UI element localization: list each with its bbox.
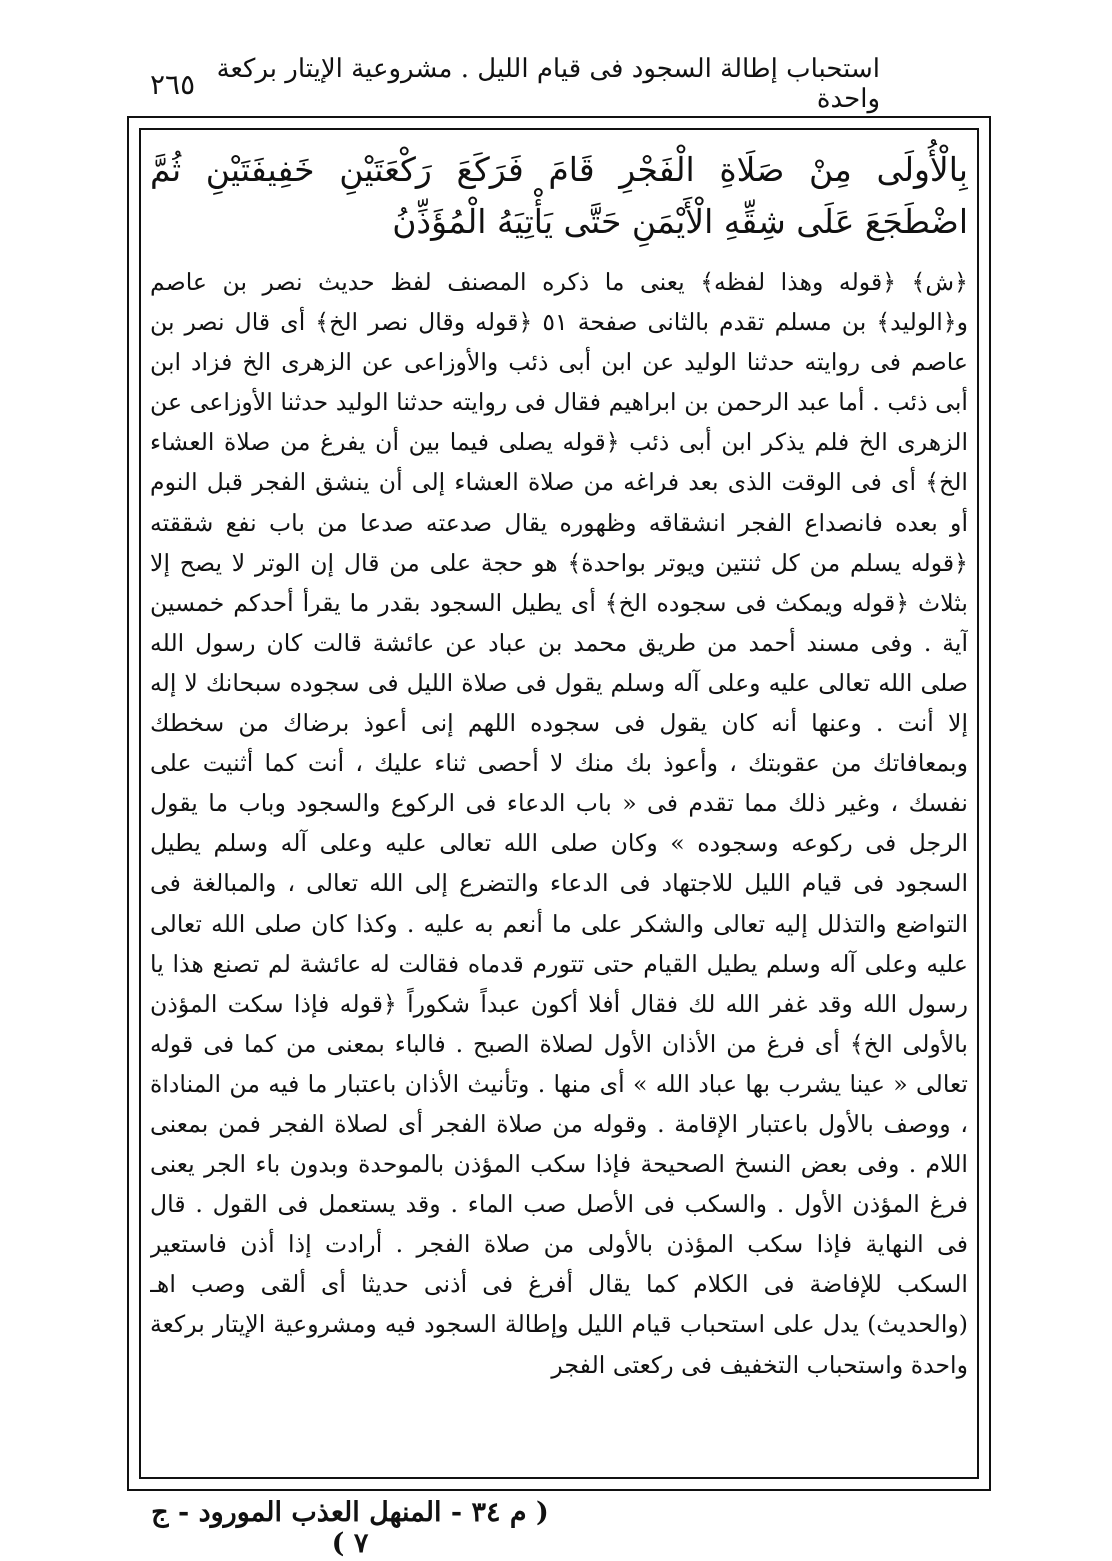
page-number: ٢٦٥ xyxy=(150,67,196,101)
header-title: استحباب إطالة السجود فى قيام الليل . مشروعية الإيتار بركعة واحدة xyxy=(216,54,880,114)
running-header xyxy=(150,54,880,114)
signature-footer: ( م ٣٤ - المنهل العذب المورود - ج ٧ ) xyxy=(151,1497,549,1559)
commentary-text: ﴿ش﴾ ﴿قوله وهذا لفظه﴾ يعنى ما ذكره المصنف لفظ حديث نصر بن عاصم و﴿الوليد﴾ بن مسلم تقدم بالثانى صفحة ٥١ ﴿قوله وقال نصر الخ﴾ أى قال نصر بن عاصم فى روايته حدثنا الوليد عن ابن أبى ذئب والأوزاعى عن الزهرى الخ فزاد ابن أبى ذئب . أما عبد الرحمن بن ابراهيم فقال فى روايته حدثنا الوليد حدثنا الأوزاعى عن الزهرى الخ فلم يذكر ابن أبى ذئب ﴿قوله يصلى فيما بين أن يفرغ من صلاة العشاء الخ﴾ أى فى الوقت الذى بعد فراغه من صلاة العشاء إلى أن ينشق الفجر قبل النوم أو بعده فانصداع الفجر انشقاقه وظهوره يقال صدعته صدعا من باب نفع شققته ﴿قوله يسلم من كل ثنتين ويوتر بواحدة﴾ هو حجة على من قال إن الوتر لا يصح إلا بثلاث ﴿قوله ويمكث فى سجوده الخ﴾ أى يطيل السجود بقدر ما يقرأ أحدكم خمسين آية . وفى مسند أحمد من طريق محمد بن عباد عن عائشة قالت كان رسول الله صلى الله تعالى عليه وعلى آله وسلم يقول فى صلاة الليل فى سجوده سبحانك لا إله إلا أنت . وعنها أنه كان يقول فى سجوده اللهم إنى أعوذ برضاك من سخطك وبمعافاتك من عقوبتك ، وأعوذ بك منك لا أحصى ثناء عليك ، أنت كما أثنيت على نفسك ، وغير ذلك مما تقدم فى « باب الدعاء فى الركوع والسجود وباب ما يقول الرجل فى ركوعه وسجوده » وكان صلى الله تعالى عليه وعلى آله وسلم يطيل السجود فى قيام الليل للاجتهاد فى الدعاء والتضرع إلى الله تعالى ، والمبالغة فى التواضع والتذلل إليه تعالى والشكر على ما أنعم به عليه . وكذا كان صلى الله تعالى عليه وعلى آله وسلم يطيل القيام حتى تتورم قدماه فقالت له عائشة لم تصنع هذا يا رسول الله وقد غفر الله لك فقال أفلا أكون عبداً شكوراً ﴿قوله فإذا سكت المؤذن بالأولى الخ﴾ أى فرغ من الأذان الأول لصلاة الصبح . فالباء بمعنى من كما فى قوله تعالى « عينا يشرب بها عباد الله » أى منها . وتأنيث الأذان باعتبار ما فيه من المناداة ، ووصف بالأول باعتبار الإقامة . وقوله من صلاة الفجر أى لصلاة الفجر فمن بمعنى اللام . وفى بعض النسخ الصحيحة فإذا سكب المؤذن بالموحدة وبدون باء الجر يعنى فرغ المؤذن الأول . والسكب فى الأصل صب الماء . وقد يستعمل فى القول . قال فى النهاية فإذا سكب المؤذن بالأولى من صلاة الفجر . أرادت إذا أذن فاستعير السكب للإفاضة فى الكلام كما يقال أفرغ فى أذنى حديثا أى ألقى وصب اهـ (والحديث) يدل على استحباب قيام الليل وإطالة السجود فيه ومشروعية الإيتار بركعة واحدة واستحباب التخفيف فى ركعتى الفجر xyxy=(150,268,968,1379)
hadith-text: بِالْأُولَى مِنْ صَلَاةِ الْفَجْرِ قَامَ فَرَكَعَ رَكْعَتَيْنِ خَفِيفَتَيْنِ ثُمَّ اضْطَجَعَ عَلَى شِقِّهِ الْأَيْمَنِ حَتَّى يَأْتِيَهُ الْمُؤَذِّنُ xyxy=(150,150,968,241)
page-body xyxy=(150,134,968,1474)
